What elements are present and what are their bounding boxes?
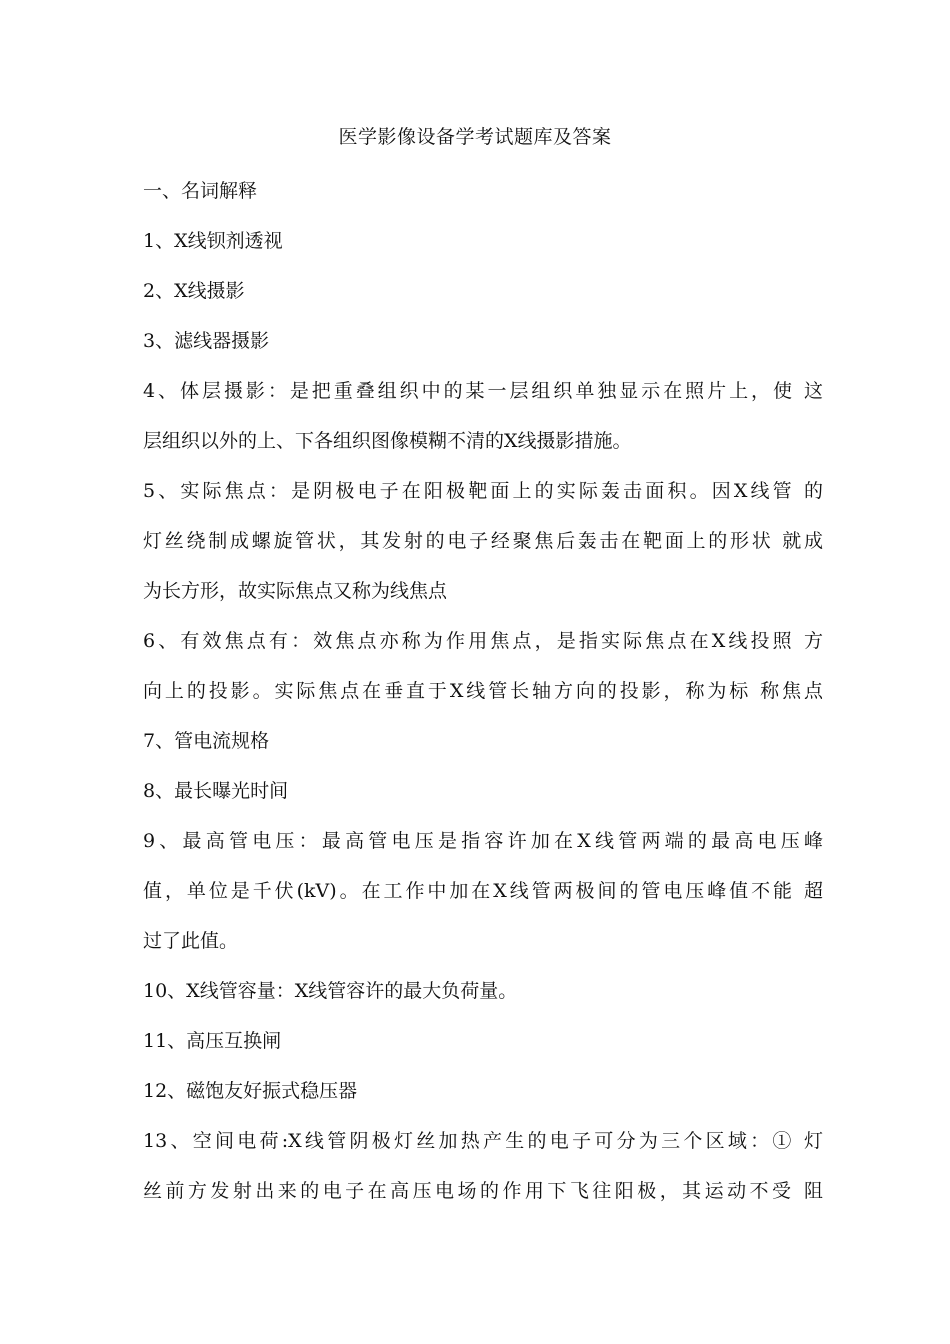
term-item-10: 10、X线管容量：X线管容许的最大负荷量。 (143, 980, 518, 1002)
term-item-5-line-2: 灯丝绕制成螺旋管状，其发射的电子经聚焦后轰击在靶面上的形状 就成 (143, 530, 823, 552)
term-item-9-line-2: 值，单位是千伏(kV)。在工作中加在X线管两极间的管电压峰值不能 超 (143, 880, 823, 902)
page-title: 医学影像设备学考试题库及答案 (338, 126, 612, 148)
term-item-6-line-2: 向上的投影。实际焦点在垂直于X线管长轴方向的投影，称为标 称焦点 (143, 680, 823, 702)
term-item-1: 1、X线钡剂透视 (143, 230, 283, 252)
document-body (143, 166, 823, 1216)
term-item-5-line-3: 为长方形，故实际焦点又称为线焦点 (143, 580, 448, 602)
term-item-13-line-2: 丝前方发射出来的电子在高压电场的作用下飞往阳极，其运动不受 阻 (143, 1180, 823, 1202)
term-item-8: 8、最长曝光时间 (143, 780, 289, 802)
term-item-4-line-2: 层组织以外的上、下各组织图像模糊不清的X线摄影措施。 (143, 430, 632, 452)
term-item-3: 3、滤线器摄影 (143, 330, 270, 352)
term-item-11: 11、高压互换闸 (143, 1030, 282, 1052)
term-item-4-line-1: 4、体层摄影：是把重叠组织中的某一层组织单独显示在照片上，使 这 (143, 380, 823, 402)
term-item-6-line-1: 6、有效焦点有：效焦点亦称为作用焦点，是指实际焦点在X线投照 方 (143, 630, 823, 652)
term-item-7: 7、管电流规格 (143, 730, 270, 752)
section-heading: 一、名词解释 (143, 180, 258, 202)
term-item-9-line-1: 9、最高管电压：最高管电压是指容许加在X线管两端的最高电压峰 (143, 830, 823, 852)
term-item-2: 2、X线摄影 (143, 280, 245, 302)
term-item-9-line-3: 过了此值。 (143, 930, 239, 952)
term-item-5-line-1: 5、实际焦点：是阴极电子在阳极靶面上的实际轰击面积。因X线管 的 (143, 480, 823, 502)
term-item-12: 12、磁饱友好振式稳压器 (143, 1080, 358, 1102)
term-item-13-line-1: 13、空间电荷:X线管阴极灯丝加热产生的电子可分为三个区域：① 灯 (143, 1130, 823, 1152)
